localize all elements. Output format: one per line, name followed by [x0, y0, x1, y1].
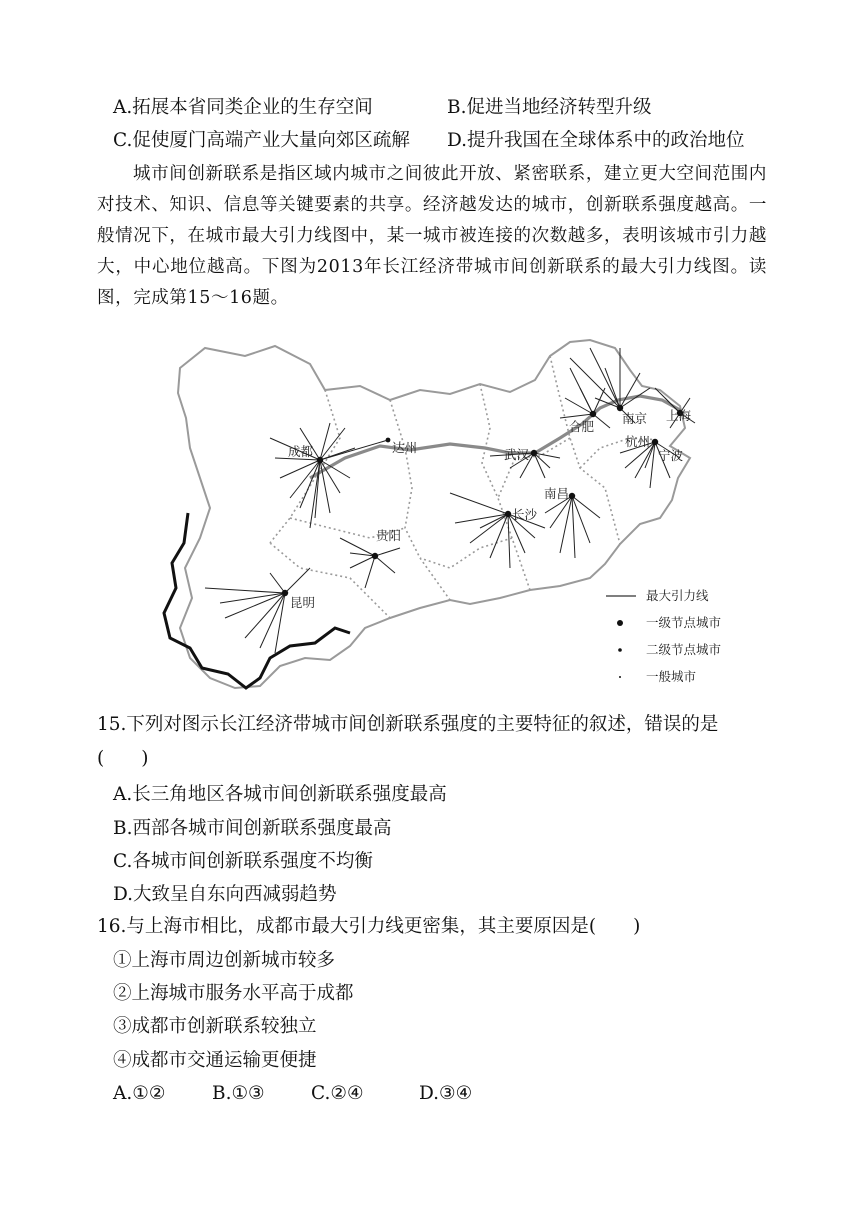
gravity-line: [225, 593, 285, 618]
city-label-wuhan: 武汉: [504, 447, 530, 462]
q16-item-4: ④成都市交通运输更便捷: [113, 1050, 317, 1071]
q15-option-c: C.各城市间创新联系强度不均衡: [113, 851, 373, 872]
city-label-dazhou: 达州: [392, 440, 418, 455]
q16-choice-a: A.①②: [113, 1083, 166, 1104]
q16-choice-c: C.②④: [311, 1083, 364, 1104]
intro-paragraph: [97, 159, 767, 314]
q15-option-b: B.西部各城市间创新联系强度最高: [113, 818, 392, 839]
gravity-line: [285, 568, 310, 593]
prev-option-c: C.促使厦门高端产业大量向郊区疏解: [113, 130, 410, 151]
gravity-line: [590, 348, 620, 408]
city-label-ningbo: 宁波: [658, 448, 684, 463]
prev-option-d: D.提升我国在全球体系中的政治地位: [447, 130, 745, 151]
node-nanchang: [569, 493, 575, 499]
city-label-chengdu: 成都: [288, 444, 314, 459]
node-chengdu: [317, 457, 323, 463]
region-outline: [178, 340, 690, 688]
gravity-line: [350, 556, 375, 568]
node-hefei: [590, 411, 596, 417]
q16-stem: 16.与上海市相比，成都市最大引力线更密集，其主要原因是( ): [97, 916, 641, 937]
node-changsha: [505, 511, 511, 517]
city-label-nanjing: 南京: [622, 411, 648, 426]
node-guiyang: [372, 553, 378, 559]
legend-secondary-label: 二级节点城市: [646, 642, 722, 657]
city-label-kunming: 昆明: [290, 595, 316, 610]
gravity-line: [270, 573, 285, 593]
q15-option-d: D.大致呈自东向西减弱趋势: [113, 884, 337, 905]
yangtze-innovation-map: [150, 328, 750, 700]
node-kunming: [282, 590, 288, 596]
q16-item-1: ①上海市周边创新城市较多: [113, 950, 336, 971]
gravity-line: [593, 414, 610, 428]
q16-choice-d: D.③④: [419, 1083, 473, 1104]
gravity-line: [375, 548, 400, 556]
gravity-line: [205, 588, 285, 593]
q15-option-a: A.长三角地区各城市间创新联系强度最高: [113, 784, 447, 805]
city-label-nanchang: 南昌: [544, 486, 570, 501]
q16-item-3: ③成都市创新联系较独立: [113, 1016, 317, 1037]
city-label-hangzhou: 杭州: [625, 434, 651, 449]
intro-text: 城市间创新联系是指区域内城市之间彼此开放、紧密联系，建立更大空间范围内对技术、知识、信息等关键要素的共享。经济越发达的城市，创新联系强度越高。一般情况下，在城市最大引力线图中，某一城市被连接的次数越多，表明该城市引力越大，中心地位越高。下图为2013年长江经济带城市间创新联系的最大引力线图。读图，完成第15～16题。: [97, 164, 767, 308]
node-dazhou: [386, 438, 391, 443]
gravity-line: [260, 593, 285, 648]
gravity-line: [572, 496, 575, 558]
legend-line-label: 最大引力线: [646, 588, 709, 603]
legend-primary-label: 一级节点城市: [646, 615, 722, 630]
primary-nodes: [282, 405, 683, 596]
q15-bracket: ( ): [97, 748, 149, 769]
gravity-line: [620, 373, 640, 408]
city-label-changsha: 长沙: [512, 507, 538, 522]
node-hangzhou: [652, 439, 658, 445]
gravity-line: [320, 423, 330, 460]
gravity-line: [320, 440, 388, 460]
q16-item-2: ②上海城市服务水平高于成都: [113, 983, 354, 1004]
legend-general-label: 一般城市: [646, 669, 697, 684]
prev-option-b: B.促进当地经济转型升级: [447, 97, 652, 118]
prev-option-a: A.拓展本省同类企业的生存空间: [113, 97, 373, 118]
gravity-line: [220, 593, 285, 603]
gravity-line: [365, 556, 375, 588]
gravity-line: [508, 514, 510, 568]
q16-choice-b: B.①③: [212, 1083, 265, 1104]
q15-stem: 15.下列对图示长江经济带城市间创新联系强度的主要特征的叙述，错误的是: [97, 714, 719, 735]
gravity-line: [340, 538, 375, 556]
city-label-shanghai: 上海: [666, 408, 692, 423]
node-wuhan: [531, 450, 537, 456]
map-legend: [606, 588, 721, 684]
gravity-line: [375, 556, 395, 573]
city-label-guiyang: 贵阳: [376, 528, 402, 543]
city-label-hefei: 合肥: [569, 419, 595, 434]
